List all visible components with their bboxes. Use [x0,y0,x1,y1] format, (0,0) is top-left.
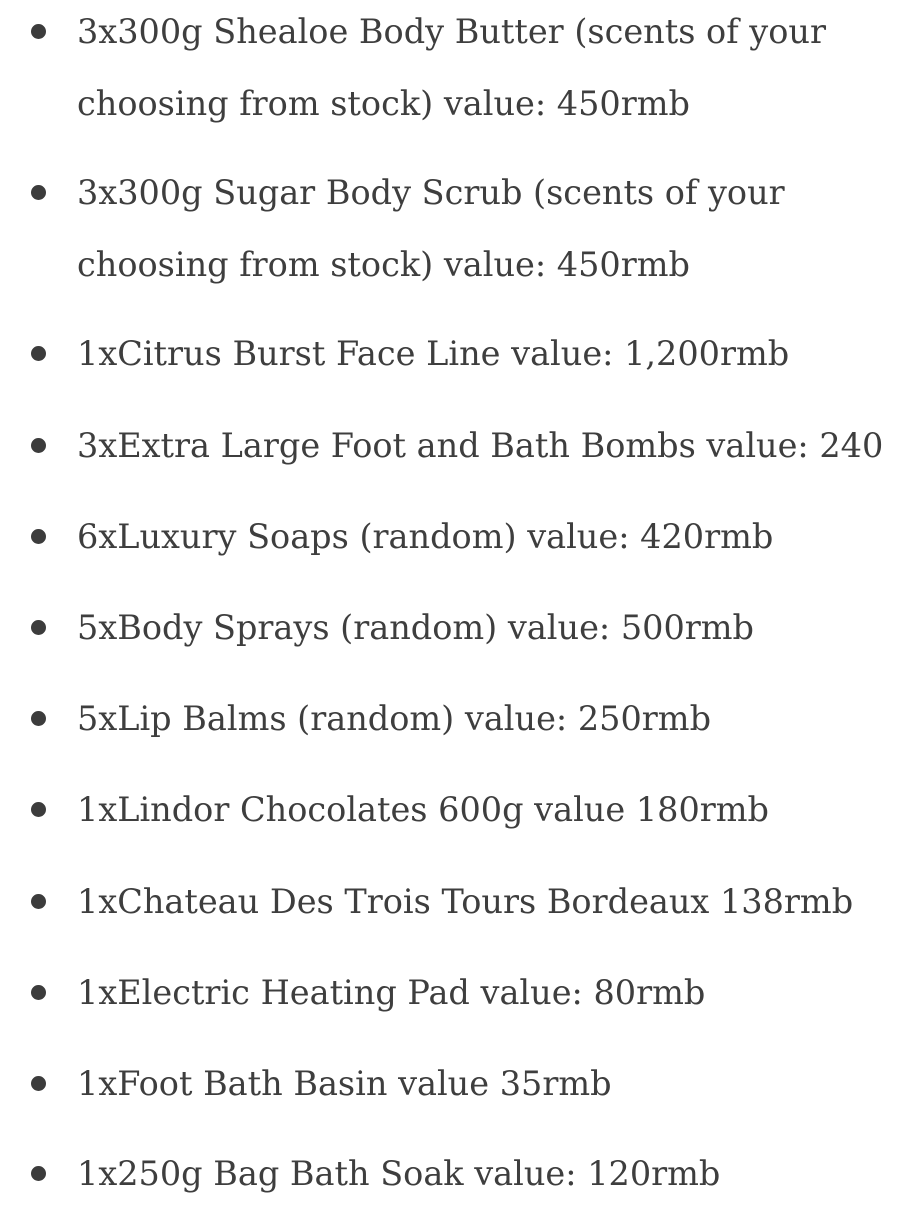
bullet-icon [31,620,46,635]
item-text: 3x300g Sugar Body Scrub (scents of your choosing from stock) value: 450rmb [77,173,785,284]
bullet-icon [31,985,46,1000]
item-text: 5xBody Sprays (random) value: 500rmb [77,608,755,647]
bullet-icon [31,802,46,817]
item-text: 1xCitrus Burst Face Line value: 1,200rmb [77,334,790,373]
bullet-icon [31,894,46,909]
item-text: 3xExtra Large Foot and Bath Bombs value: 240 [77,426,884,465]
item-text: 1xElectric Heating Pad value: 80rmb [77,973,706,1012]
bullet-icon [31,24,46,39]
item-text: 6xLuxury Soaps (random) value: 420rmb [77,517,774,556]
bullet-icon [31,438,46,453]
item-text: 1xLindor Chocolates 600g value 180rmb [77,790,770,829]
item-text: 1x250g Bag Bath Soak value: 120rmb [77,1154,721,1193]
bullet-icon [31,1076,46,1091]
bullet-icon [31,711,46,726]
bullet-icon [31,529,46,544]
item-text: 3x300g Shealoe Body Butter (scents of your choosing from stock) value: 450rmb [77,12,826,123]
bullet-icon [31,185,46,200]
item-text: 5xLip Balms (random) value: 250rmb [77,699,712,738]
item-text: 1xFoot Bath Basin value 35rmb [77,1064,612,1103]
bullet-icon [31,1166,46,1181]
bullet-icon [31,346,46,361]
item-text: 1xChateau Des Trois Tours Bordeaux 138rmb [77,882,854,921]
